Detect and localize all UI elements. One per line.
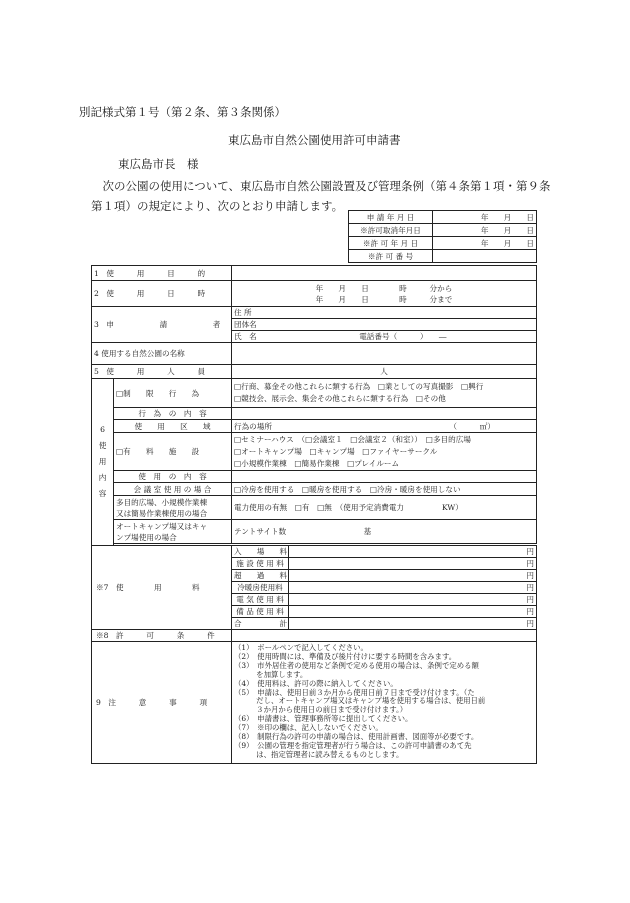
campsite-label-line: ンプ場使用の場合 [116, 532, 177, 542]
fee-row [232, 558, 537, 570]
date-label: ※許 可 年 月 日 [349, 237, 433, 250]
document-title: 東広島市自然公園使用許可申請書 [228, 133, 401, 147]
fee-row [232, 570, 537, 582]
date-label: ※許可取消年月日 [349, 224, 433, 237]
campsite-label-line: オートキャンプ場又はキャ [116, 521, 208, 531]
fee-row [232, 582, 537, 594]
campsite-label [114, 520, 232, 544]
section-char: 容 [98, 489, 107, 498]
fee-row [232, 546, 537, 558]
plaza-label-line: 又は簡易作業棟使用の場合 [116, 508, 208, 518]
datetime-to: 年 月 日 時 分まで [315, 294, 453, 304]
usage-fee-label: ※7 使 用 料 [92, 546, 232, 630]
date-value[interactable]: 年 月 日 [433, 237, 537, 250]
applicant-label: 3 申 請 者 [92, 307, 232, 343]
headcount-label: 5 使 用 人 員 [92, 365, 232, 379]
facility-option-line: □セミナーハウス （□会議室１ □会議室２（和室）） □多目的広場 [234, 434, 471, 444]
meeting-room-label: 会 議 室 使 用 の 場 合 [114, 483, 232, 496]
fee-row [232, 618, 537, 630]
tent-site-field[interactable] [232, 520, 537, 544]
datetime-field[interactable] [232, 281, 537, 307]
date-label: ※許 可 番 号 [349, 250, 433, 263]
datetime-from: 年 月 日 時 分から [315, 283, 453, 293]
notes-label: 9 注 意 事 項 [92, 642, 232, 764]
fee-name: 合 計 [234, 619, 288, 628]
fee-name: 入 場 料 [234, 547, 288, 556]
headcount-field[interactable] [232, 365, 537, 379]
applicant-organization[interactable]: 団体名 [232, 319, 537, 331]
application-form-table [91, 265, 537, 764]
section-char: 用 [98, 457, 107, 466]
fee-name: 備 品 使 用 料 [232, 606, 289, 617]
fee-amount[interactable]: 円 [526, 607, 534, 616]
act-content-label: 行 為 の 内 容 [114, 408, 232, 420]
section-char: 内 [98, 473, 107, 482]
usage-content-section [92, 379, 114, 546]
fee-amount[interactable]: 円 [526, 595, 534, 604]
fee-name: 冷暖房使用料 [232, 582, 289, 593]
plaza-label-line: 多目的広場、小規模作業棟 [116, 497, 208, 507]
applicant-phone: 電話番号（ ） ― [359, 332, 447, 341]
addressee: 東広島市長 様 [118, 157, 199, 171]
restricted-option-line: □行商、募金その他これらに類する行為 □業としての写真撮影 □興行 [234, 382, 484, 391]
notes-text: （1） ボールペンで記入してください。 （2） 使用時間には、準備及び後片付けに要する時間を含みます。 （3） 市外居住者の使用など条例で定める使用の場合は、条例で定める額 を加算します。 （4） 使用料は、許可の際に納入してください。 （5） 申請は、使用日前３か月から使用日前７日まで受け付けます。（た だし、オートキャンプ場又はキャンプ場を使用する場合は、使用日前 ３か月から使用日の前日まで受け付けます。） （6） 申請書は、管理事務所等に提出してください。 （7） ※印の欄は、記入しないでください。 （8） 制限行為の許可の申請の場合は、使用計画書、図面等が必要です。 （9） 公園の管理を指定管理者が行う場合は、この許可申請書のあて先 は、指定管理者に読み替えるものとします。 [232, 642, 537, 764]
paid-facilities-options[interactable] [232, 433, 537, 471]
intro-paragraph: 次の公園の使用について、東広島市自然公園設置及び管理条例（第４条第１項・第９条第１項）の規定により、次のとおり申請します。 [91, 179, 551, 213]
plaza-label [114, 496, 232, 520]
tent-site-label: テントサイト数 [234, 527, 287, 536]
restricted-acts-checkbox[interactable]: □制 限 行 為 [114, 379, 232, 408]
facility-option-line: □小規模作業棟 □簡易作業棟 □プレイルーム [234, 458, 400, 468]
fee-name: 超 過 料 [234, 571, 288, 580]
fee-amount[interactable]: 円 [526, 559, 534, 568]
restricted-acts-options[interactable] [232, 379, 537, 408]
section-char: 使 [98, 441, 107, 450]
use-content-field[interactable] [232, 471, 537, 483]
date-value[interactable]: 年 月 日 [433, 224, 537, 237]
permit-conditions-label: ※8 許 可 条 件 [92, 630, 232, 642]
purpose-label: 1 使 用 目 的 [92, 266, 232, 281]
park-name-label: 4 使用する自然公園の名称 [92, 343, 232, 365]
date-value[interactable]: 年 月 日 [433, 211, 537, 224]
power-usage-options[interactable]: 電力使用の有無 □有 □無 （使用予定消費電力 KW） [232, 496, 537, 520]
form-number: 別記様式第１号（第２条、第３条関係） [79, 105, 286, 119]
paid-facilities-checkbox[interactable]: □有 料 施 設 [114, 433, 232, 471]
fee-amount[interactable]: 円 [526, 547, 534, 556]
fee-name: 電 気 使 用 料 [232, 594, 289, 605]
tent-site-unit: 基 [363, 527, 372, 536]
use-content-label: 使 用 の 内 容 [114, 471, 232, 483]
date-label: 申 請 年 月 日 [349, 211, 433, 224]
fee-row [232, 594, 537, 606]
applicant-name: 氏 名 [234, 332, 257, 341]
fee-amount[interactable]: 円 [526, 571, 534, 580]
restricted-option-line: □競技会、展示会、集会その他これらに類する行為 □その他 [234, 394, 446, 403]
use-area-place: 行為の場所 [234, 421, 272, 431]
fee-row [232, 606, 537, 618]
permit-conditions-field[interactable] [232, 630, 537, 642]
datetime-label: 2 使 用 日 時 [92, 281, 232, 307]
date-value[interactable] [433, 250, 537, 263]
fee-total[interactable]: 円 [526, 619, 534, 628]
section-number: 6 [100, 425, 105, 434]
meeting-room-options[interactable]: □冷房を使用する □暖房を使用する □冷房・暖房を使用しない [232, 483, 537, 496]
fee-name: 施 設 使 用 料 [232, 558, 289, 569]
applicant-address[interactable]: 住 所 [232, 307, 537, 319]
act-content-field[interactable] [232, 408, 537, 420]
fee-amount[interactable]: 円 [526, 583, 534, 592]
headcount-unit: 人 [380, 367, 388, 376]
facility-option-line: □オートキャンプ場 □キャンプ場 □ファイヤーサークル [234, 446, 438, 456]
date-box [348, 210, 537, 263]
use-area-unit: （ ㎡） [449, 421, 495, 431]
purpose-field[interactable] [232, 266, 537, 281]
applicant-name-row[interactable] [232, 331, 537, 343]
use-area-field[interactable] [232, 420, 537, 433]
use-area-label: 使 用 区 域 [114, 420, 232, 433]
park-name-field[interactable] [232, 343, 537, 365]
